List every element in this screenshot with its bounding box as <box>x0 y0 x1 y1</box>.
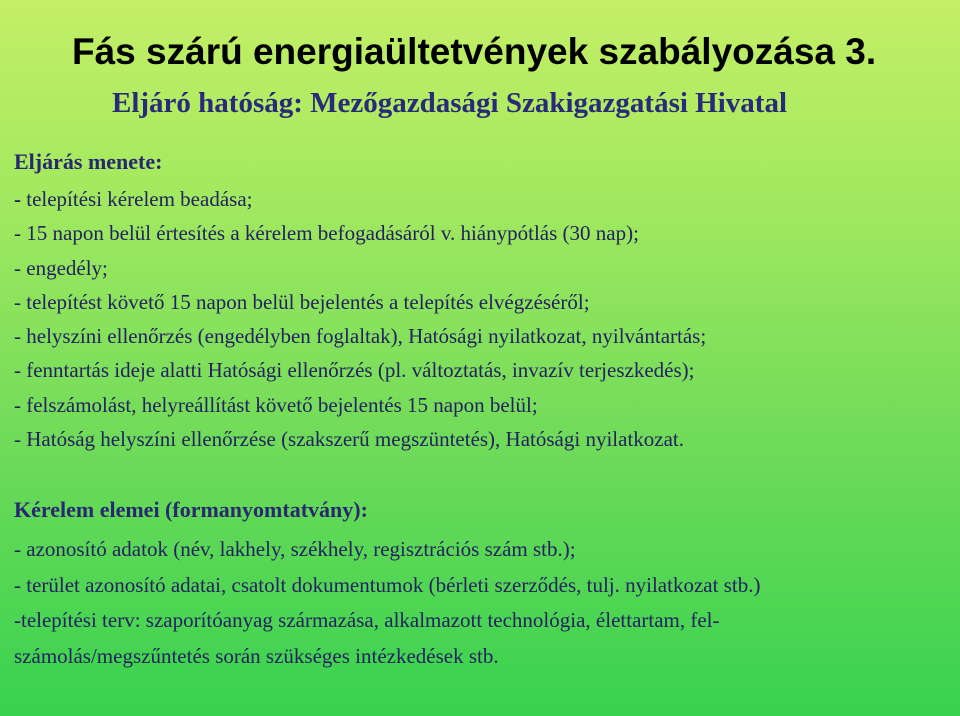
procedure-item-dash: - <box>14 187 21 211</box>
application-heading: Kérelem elemei (formanyomtatvány): <box>14 497 368 522</box>
application-item: - azonosító adatok (név, lakhely, székhely, regisztrációs szám stb.); <box>14 537 576 561</box>
procedure-heading: Eljárás menete: <box>14 149 163 174</box>
application-list <box>14 532 760 674</box>
procedure-item <box>14 182 706 216</box>
application-item: - terület azonosító adatai, csatolt dokumentumok (bérleti szerződés, tulj. nyilatkozat stb.) <box>14 572 761 597</box>
procedure-item: - telepítést követő 15 napon belül bejelentés a telepítés elvégzéséről; <box>14 289 590 314</box>
procedure-item: - fenntartás ideje alatti Hatósági ellenőrzés (pl. változtatás, invazív terjeszkedés); <box>14 358 695 383</box>
procedure-item: - engedély; <box>14 255 108 280</box>
procedure-item: - felszámolást, helyreállítást követő bejelentés 15 napon belül; <box>14 392 538 417</box>
application-item: számolás/megszűntetés során szükséges intézkedések stb. <box>14 643 499 668</box>
procedure-item: - Hatóság helyszíni ellenőrzése (szakszerű megszüntetés), Hatósági nyilatkozat. <box>14 427 685 452</box>
application-item: -telepítési terv: szaporítóanyag származása, alkalmazott technológia, élettartam, fel- <box>14 608 720 632</box>
procedure-item-text: telepítési kérelem beadása; <box>21 187 253 211</box>
slide-title: Fás szárú energiaültetvények szabályozása 3. <box>72 31 877 72</box>
procedure-item: - helyszíni ellenőrzés (engedélyben foglaltak), Hatósági nyilatkozat, nyilvántartás; <box>14 324 707 349</box>
procedure-list <box>14 182 706 456</box>
slide-subtitle: Eljáró hatóság: Mezőgazdasági Szakigazgatási Hivatal <box>112 87 788 119</box>
procedure-item: - 15 napon belül értesítés a kérelem befogadásáról v. hiánypótlás (30 nap); <box>14 221 639 246</box>
